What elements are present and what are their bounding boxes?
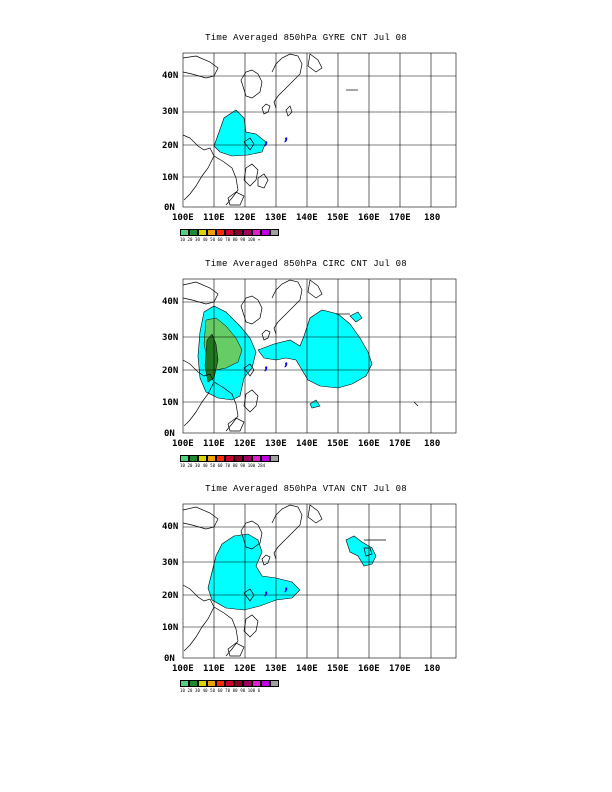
lon-label: 180 [424,664,441,674]
lat-labels [162,522,178,664]
panel-title: Time Averaged 850hPa GYRE CNT Jul 08 [205,33,407,43]
lat-label: 40N [162,297,179,307]
lon-label: 160E [358,213,380,223]
lat-label: 20N [162,591,179,601]
lat-label: 0N [164,654,175,664]
lon-label: 180 [424,439,441,449]
lat-label: 0N [164,429,175,439]
legend-swatch [207,680,216,687]
lon-label: 180 [424,213,441,223]
lon-label: 140E [296,439,318,449]
panel-title: Time Averaged 850hPa CIRC CNT Jul 08 [205,259,407,269]
lon-label: 120E [234,439,256,449]
lat-label: 40N [162,522,179,532]
lon-label: 100E [172,664,194,674]
lat-label: 10N [162,623,179,633]
legend-swatch [270,680,279,687]
lon-label: 150E [327,213,349,223]
lat-label: 10N [162,398,179,408]
lon-label: 170E [389,213,411,223]
lat-label: 20N [162,366,179,376]
legend-swatch [198,680,207,687]
lat-label: 10N [162,173,179,183]
lon-label: 150E [327,664,349,674]
lat-label: 40N [162,71,179,81]
lon-label: 100E [172,439,194,449]
legend-swatches [180,680,279,687]
lon-label: 130E [265,213,287,223]
lat-label: 30N [162,107,179,117]
lon-label: 160E [358,439,380,449]
lon-label: 150E [327,439,349,449]
lat-label: 30N [162,333,179,343]
legend-swatch [252,680,261,687]
legend-labels: 10 20 30 40 50 60 70 80 90 100 284 [180,463,266,468]
lon-label: 110E [203,664,225,674]
lon-label: 160E [358,664,380,674]
legend-swatch [261,680,270,687]
lon-label: 120E [234,213,256,223]
cyan-region [208,534,376,610]
lon-label: 140E [296,213,318,223]
legend-swatch [234,680,243,687]
legend-swatch [189,680,198,687]
legend-swatch [216,680,225,687]
legend-swatch [180,680,189,687]
lat-label: 20N [162,141,179,151]
legend-labels: 10 20 30 40 50 60 70 80 90 100 + [180,237,261,242]
lon-label: 130E [265,664,287,674]
lat-label: 0N [164,203,175,213]
legend-labels: 10 20 30 40 50 60 70 80 90 100 6 [180,688,261,693]
lon-labels [172,664,440,674]
panel-title: Time Averaged 850hPa VTAN CNT Jul 08 [205,484,407,494]
lon-label: 140E [296,664,318,674]
legend-swatch [243,680,252,687]
lon-label: 170E [389,439,411,449]
lon-label: 120E [234,664,256,674]
lon-label: 100E [172,213,194,223]
lon-label: 110E [203,213,225,223]
lon-label: 130E [265,439,287,449]
lat-label: 30N [162,558,179,568]
lon-label: 170E [389,664,411,674]
legend-swatch [225,680,234,687]
lon-label: 110E [203,439,225,449]
